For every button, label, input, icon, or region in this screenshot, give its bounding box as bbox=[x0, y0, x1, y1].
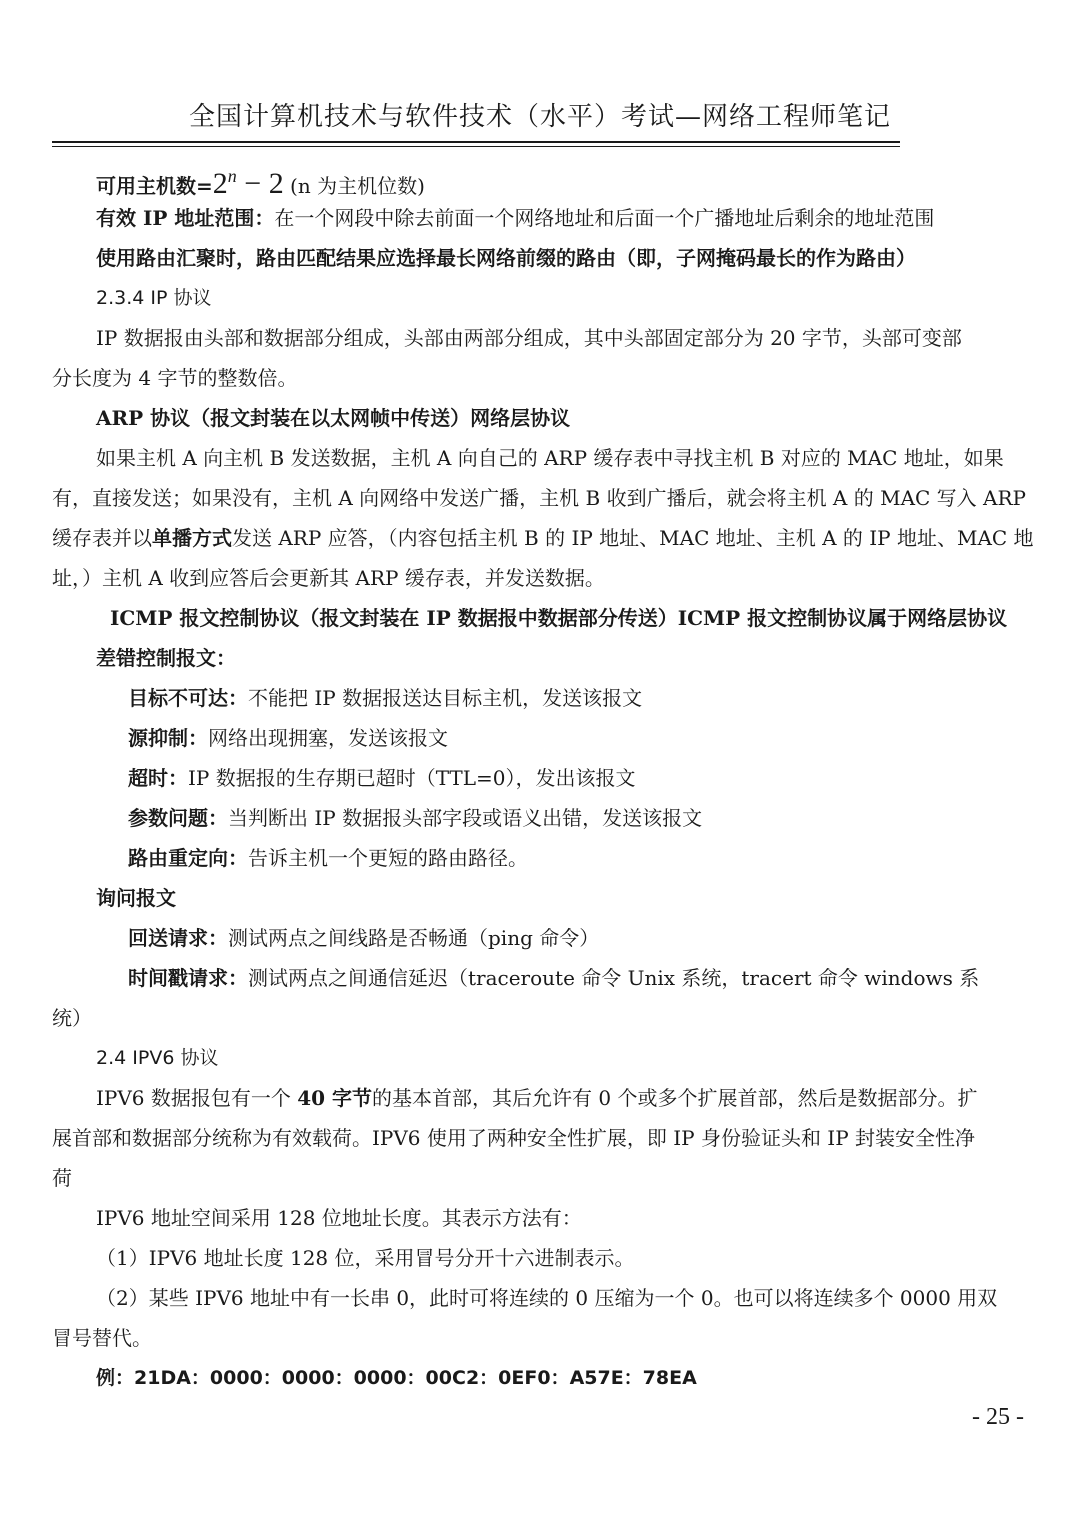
ipv6-paragraph-line: 展首部和数据部分统称为有效载荷。IPV6 使用了两种安全性扩展，即 IP 身份验证头和 IP 封装安全性净 bbox=[52, 1126, 976, 1150]
query-item-timestamp-cont: 统） bbox=[52, 1006, 92, 1030]
ipv6-paragraph-line: 荷 bbox=[52, 1166, 72, 1190]
route-aggregation-line: 使用路由汇聚时，路由匹配结果应选择最长网络前缀的路由（即，子网掩码最长的作为路由） bbox=[96, 246, 916, 270]
ipv6-address-intro: IPV6 地址空间采用 128 位地址长度。其表示方法有： bbox=[96, 1206, 582, 1230]
arp-paragraph-line: 缓存表并以单播方式发送 ARP 应答，（内容包括主机 B 的 IP 地址、MAC 地址、主机 A 的 IP 地址、MAC 地 bbox=[52, 526, 1034, 550]
icmp-title: ICMP 报文控制协议（报文封装在 IP 数据报中数据部分传送）ICMP 报文控制协议属于网络层协议 bbox=[110, 606, 1008, 630]
error-item-source-quench: 源抑制：网络出现拥塞，发送该报文 bbox=[128, 726, 448, 750]
header-rule-thin bbox=[52, 146, 900, 147]
formula-expression: $2^n - 2$ bbox=[212, 166, 284, 200]
arp-paragraph-line: 如果主机 A 向主机 B 发送数据，主机 A 向自己的 ARP 缓存表中寻找主机 B 对应的 MAC 地址，如果 bbox=[96, 446, 1004, 470]
query-title: 询问报文 bbox=[96, 886, 176, 910]
error-control-title: 差错控制报文： bbox=[96, 646, 236, 670]
formula-note: (n 为主机位数) bbox=[290, 174, 425, 198]
ip-paragraph-line: 分长度为 4 字节的整数倍。 bbox=[52, 366, 298, 390]
ip-paragraph-line: IP 数据报由头部和数据部分组成，头部由两部分组成，其中头部固定部分为 20 字节，头部可变部 bbox=[96, 326, 962, 350]
query-item-timestamp: 时间戳请求：测试两点之间通信延迟（traceroute 命令 Unix 系统，tracert 命令 windows 系 bbox=[128, 966, 980, 990]
error-item-unreachable: 目标不可达：不能把 IP 数据报送达目标主机，发送该报文 bbox=[128, 686, 643, 710]
ipv6-address-method-2-cont: 冒号替代。 bbox=[52, 1326, 152, 1350]
error-item-redirect: 路由重定向：告诉主机一个更短的路由路径。 bbox=[128, 846, 528, 870]
arp-paragraph-line: 址，）主机 A 收到应答后会更新其 ARP 缓存表，并发送数据。 bbox=[52, 566, 605, 590]
section-heading-ipv6: 2.4 IPV6 协议 bbox=[96, 1047, 219, 1069]
page-header: 全国计算机技术与软件技术（水平）考试—网络工程师笔记 bbox=[188, 102, 891, 132]
valid-range-line: 有效 IP 地址范围：在一个网段中除去前面一个网络地址和后面一个广播地址后剩余的地址范围 bbox=[96, 206, 935, 230]
arp-title: ARP 协议（报文封装在以太网帧中传送）网络层协议 bbox=[96, 406, 571, 430]
ipv6-paragraph-line: IPV6 数据报包有一个 40 字节的基本首部，其后允许有 0 个或多个扩展首部，然后是数据部分。扩 bbox=[96, 1086, 978, 1110]
error-item-timeout: 超时：IP 数据报的生存期已超时（TTL=0），发出该报文 bbox=[128, 766, 636, 790]
ipv6-address-method-1: （1）IPV6 地址长度 128 位，采用冒号分开十六进制表示。 bbox=[96, 1246, 635, 1270]
query-item-echo: 回送请求：测试两点之间线路是否畅通（ping 命令） bbox=[128, 926, 600, 950]
header-rule-thick bbox=[52, 141, 900, 143]
host-count-formula bbox=[96, 162, 425, 200]
formula-label: 可用主机数= bbox=[96, 174, 213, 198]
error-item-parameter: 参数问题：当判断出 IP 数据报头部字段或语义出错，发送该报文 bbox=[128, 806, 703, 830]
ipv6-example: 例：21DA：0000：0000：0000：00C2：0EF0：A57E：78EA bbox=[96, 1367, 697, 1389]
page-number: - 25 - bbox=[972, 1404, 1024, 1430]
ipv6-address-method-2: （2）某些 IPV6 地址中有一长串 0，此时可将连续的 0 压缩为一个 0。也可以将连续多个 0000 用双 bbox=[96, 1286, 998, 1310]
section-heading-ip: 2.3.4 IP 协议 bbox=[96, 287, 212, 309]
arp-paragraph-line: 有，直接发送；如果没有，主机 A 向网络中发送广播，主机 B 收到广播后，就会将主机 A 的 MAC 写入 ARP bbox=[52, 486, 1026, 510]
